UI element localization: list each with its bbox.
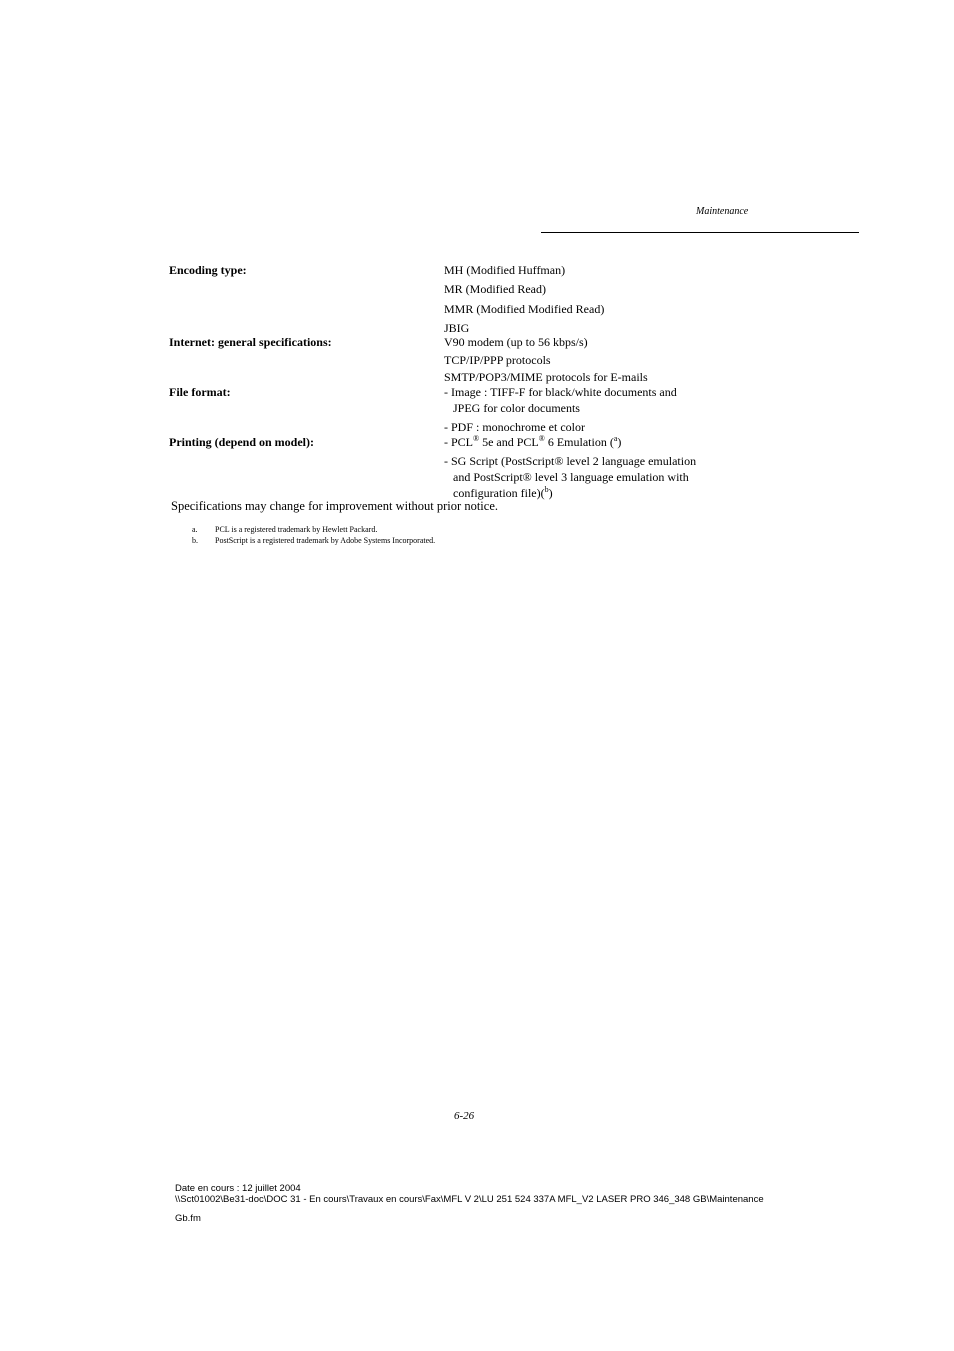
printing-sg-line2: and PostScript® level 3 language emulation with <box>453 470 689 484</box>
registered-mark: ® <box>473 434 480 443</box>
file-format-label: File format: <box>169 385 231 399</box>
internet-value: TCP/IP/PPP protocols <box>444 353 551 367</box>
header-section-title: Maintenance <box>696 206 749 217</box>
pcl-prefix: - PCL <box>444 435 474 449</box>
registered-mark: ® <box>538 434 545 443</box>
footer-path-line2: Gb.fm <box>175 1213 201 1224</box>
printing-pcl-line <box>444 435 621 450</box>
footnote-ref-a: a <box>613 434 618 443</box>
footer-path-line1: \\Sct01002\Be31-doc\DOC 31 - En cours\Travaux en cours\Fax\MFL V 2\LU 251 524 337A MFL_V2 LASER PRO 346_348 GB\Maintenance <box>175 1194 764 1205</box>
encoding-type-label: Encoding type: <box>169 263 247 277</box>
footer-date: Date en cours : 12 juillet 2004 <box>175 1183 301 1194</box>
file-format-pdf: - PDF : monochrome et color <box>444 420 585 434</box>
header-rule <box>541 232 859 233</box>
internet-value: SMTP/POP3/MIME protocols for E-mails <box>444 370 648 384</box>
internet-spec-label: Internet: general specifications: <box>169 335 332 349</box>
printing-sg-line1: - SG Script (PostScript® level 2 language emulation <box>444 454 697 468</box>
footnote-ref-b: b <box>544 485 549 494</box>
printing-label: Printing (depend on model): <box>169 435 315 449</box>
internet-value: V90 modem (up to 56 kbps/s) <box>444 335 588 349</box>
pcl-mid: 5e and PCL <box>479 435 539 449</box>
pcl-suffix: 6 Emulation ( <box>544 435 614 449</box>
encoding-value: MH (Modified Huffman) <box>444 263 566 277</box>
sg-line3-prefix: configuration file)( <box>453 486 545 500</box>
sg-close: ) <box>548 486 553 500</box>
encoding-value: JBIG <box>444 321 470 335</box>
footnote-letter: b. <box>192 536 198 545</box>
page-number: 6-26 <box>454 1110 475 1122</box>
footnote-text: PCL is a registered trademark by Hewlett Packard. <box>215 525 378 534</box>
specifications-notice: Specifications may change for improvement without prior notice. <box>171 499 498 513</box>
encoding-value: MR (Modified Read) <box>444 282 546 296</box>
file-format-image-line1: - Image : TIFF-F for black/white documents and <box>444 385 677 399</box>
pcl-close: ) <box>617 435 622 449</box>
footnote-letter: a. <box>192 525 198 534</box>
encoding-value: MMR (Modified Modified Read) <box>444 302 605 316</box>
footnote-text: PostScript is a registered trademark by Adobe Systems Incorporated. <box>215 536 436 545</box>
file-format-image-line2: JPEG for color documents <box>453 401 580 415</box>
